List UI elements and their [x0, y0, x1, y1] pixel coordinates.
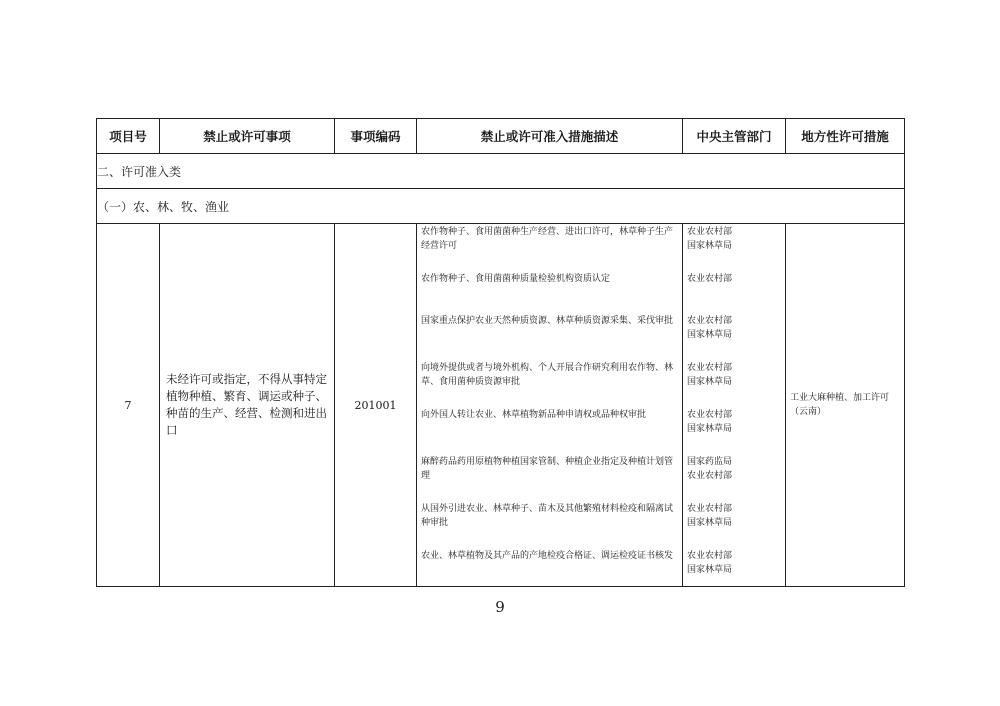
section-row: [97, 154, 905, 189]
subsection-row: [97, 189, 905, 224]
measure-dept: 国家药监局 农业农村部: [687, 457, 733, 481]
measure-dept: 农业农村部: [687, 274, 733, 284]
measure-dept: 农业农村部 国家林草局: [687, 363, 733, 387]
header-local-measure: 地方性许可措施: [786, 119, 905, 154]
measure-desc: 农业、林草植物及其产品的产地检疫合格证、调运检疫证书核发: [421, 551, 674, 561]
row-item: 未经许可或指定，不得从事特定植物种植、繁育、调运或种子、种苗的生产、经营、检测和进出口: [160, 224, 335, 587]
header-item-number: 项目号: [97, 119, 160, 154]
header-department: 中央主管部门: [683, 119, 786, 154]
measure-desc: 农作物种子、食用菌菌种质量检验机构资质认定: [421, 274, 611, 284]
page-number: 9: [495, 598, 505, 616]
permit-table: [96, 118, 905, 587]
department-cell: [683, 224, 786, 587]
measure-desc: 国家重点保护农业天然种质资源、林草种质资源采集、采伐审批: [421, 316, 674, 326]
measure-desc-cell: [417, 224, 683, 587]
measure-dept: 农业农村部 国家林草局: [687, 316, 733, 340]
header-item-code: 事项编码: [335, 119, 417, 154]
measure-desc: 向外国人转让农业、林草植物新品种申请权或品种权审批: [421, 410, 647, 420]
row-number: 7: [97, 224, 160, 587]
section-title: 二、许可准入类: [97, 154, 905, 189]
measure-desc: 从国外引进农业、林草种子、苗木及其他繁殖材料检疫和隔离试种审批: [421, 504, 674, 528]
row-code: 201001: [335, 224, 417, 587]
measure-desc: 农作物种子、食用菌菌种生产经营、进出口许可，林草种子生产经营许可: [421, 227, 674, 251]
measure-dept: 农业农村部 国家林草局: [687, 551, 733, 575]
measure-desc: 麻醉药品药用原植物种植国家管制、种植企业指定及种植计划管理: [421, 457, 674, 481]
header-row: [97, 119, 905, 154]
row-local-measure: 工业大麻种植、加工许可（云南）: [786, 224, 905, 587]
table-row: [97, 224, 905, 587]
header-item-name: 禁止或许可事项: [160, 119, 335, 154]
measure-dept: 农业农村部 国家林草局: [687, 410, 733, 434]
measure-desc: 向境外提供或者与境外机构、个人开展合作研究利用农作物、林草、食用菌种质资源审批: [421, 363, 674, 387]
measure-dept: 农业农村部 国家林草局: [687, 227, 733, 251]
header-measure-desc: 禁止或许可准入措施描述: [417, 119, 683, 154]
measure-dept: 农业农村部 国家林草局: [687, 504, 733, 528]
subsection-title: （一）农、林、牧、渔业: [97, 189, 905, 224]
